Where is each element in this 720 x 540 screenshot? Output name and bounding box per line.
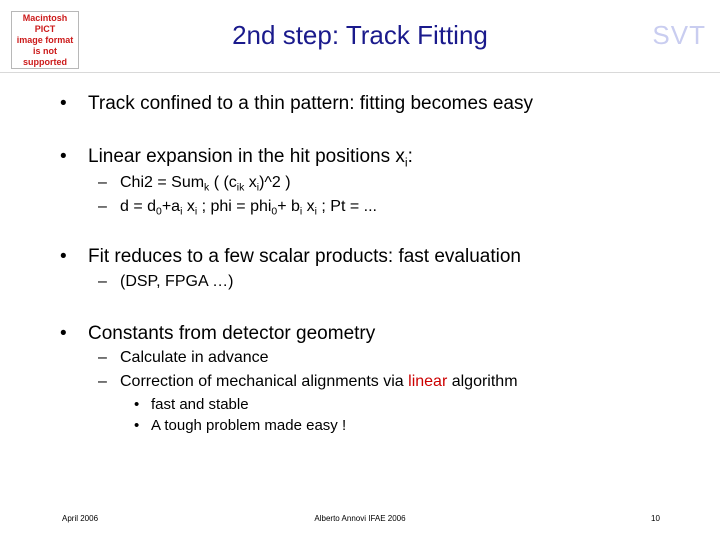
subscript: ik <box>236 182 245 194</box>
bullet-1 <box>60 93 533 115</box>
sub-text: (DSP, FPGA …) <box>120 273 234 290</box>
bullet-3 <box>60 246 521 268</box>
bullet-4-sub-1 <box>98 349 269 367</box>
footer-date: April 2006 <box>62 514 99 523</box>
formula-part: x <box>182 198 195 215</box>
bullet-marker: • <box>60 146 67 167</box>
bullet-4-sub-2-item-2 <box>134 417 346 434</box>
placeholder-line: image format <box>16 34 74 45</box>
formula-part: )^2 ) <box>259 174 291 191</box>
subscript: i <box>180 206 183 218</box>
bullet-marker: • <box>134 417 140 434</box>
bullet-marker: • <box>60 246 67 267</box>
bullet-text-tail: : <box>407 146 413 167</box>
formula-part: ; phi = phi <box>197 198 272 215</box>
item-text: fast and stable <box>151 396 249 413</box>
dash-marker: – <box>98 373 107 390</box>
bullet-4 <box>60 323 375 345</box>
bullet-3-sub-1 <box>98 273 234 291</box>
dash-marker: – <box>98 273 107 290</box>
dash-marker: – <box>98 174 107 191</box>
bullet-marker: • <box>60 93 67 114</box>
bullet-text: Fit reduces to a few scalar products: fast evaluation <box>88 246 521 267</box>
slide-title: 2nd step: Track Fitting <box>232 20 488 50</box>
bullet-2-sub-1 <box>98 174 291 192</box>
bullet-marker: • <box>60 323 67 344</box>
formula-part: ( (c <box>209 174 237 191</box>
subscript: i <box>194 206 198 218</box>
subscript: i <box>404 155 408 170</box>
bullet-text: Constants from detector geometry <box>88 323 376 344</box>
svt-logo: SVT <box>652 20 706 50</box>
sub-text: Correction of mechanical alignments via <box>120 373 409 390</box>
sub-text: algorithm <box>447 373 518 390</box>
footer-author: Alberto Annovi IFAE 2006 <box>314 514 406 523</box>
formula-part: Chi2 = Sum <box>120 174 205 191</box>
formula-part: ; Pt = ... <box>316 198 377 215</box>
dash-marker: – <box>98 349 107 366</box>
bullet-4-sub-2-item-1 <box>134 396 249 413</box>
dash-marker: – <box>98 198 107 215</box>
placeholder-line: is not supported <box>23 45 67 67</box>
formula-part: + b <box>277 198 300 215</box>
formula-part: d = d <box>120 198 157 215</box>
subscript: i <box>314 206 317 218</box>
formula-part: +a <box>161 198 181 215</box>
sub-text: Calculate in advance <box>120 349 269 366</box>
bullet-marker: • <box>134 396 140 413</box>
title-divider <box>0 72 720 73</box>
subscript: k <box>204 182 210 194</box>
subscript: i <box>299 206 303 218</box>
subscript: i <box>256 182 260 194</box>
subscript: 0 <box>156 206 162 218</box>
formula-part: x <box>244 174 257 191</box>
bullet-2-sub-2 <box>98 198 377 216</box>
subscript: 0 <box>271 206 278 218</box>
bullet-4-sub-2 <box>98 373 518 391</box>
item-text: A tough problem made easy ! <box>151 417 347 434</box>
bullet-text: Track confined to a thin pattern: fitting becomes easy <box>88 93 533 114</box>
slide-title-container <box>0 20 720 51</box>
bullet-text: Linear expansion in the hit positions x <box>88 146 405 167</box>
page-number: 10 <box>651 514 660 523</box>
formula-part: x <box>302 198 315 215</box>
bullet-2 <box>60 146 413 168</box>
highlighted-word: linear <box>408 373 448 390</box>
placeholder-line: Macintosh PICT <box>22 12 68 34</box>
